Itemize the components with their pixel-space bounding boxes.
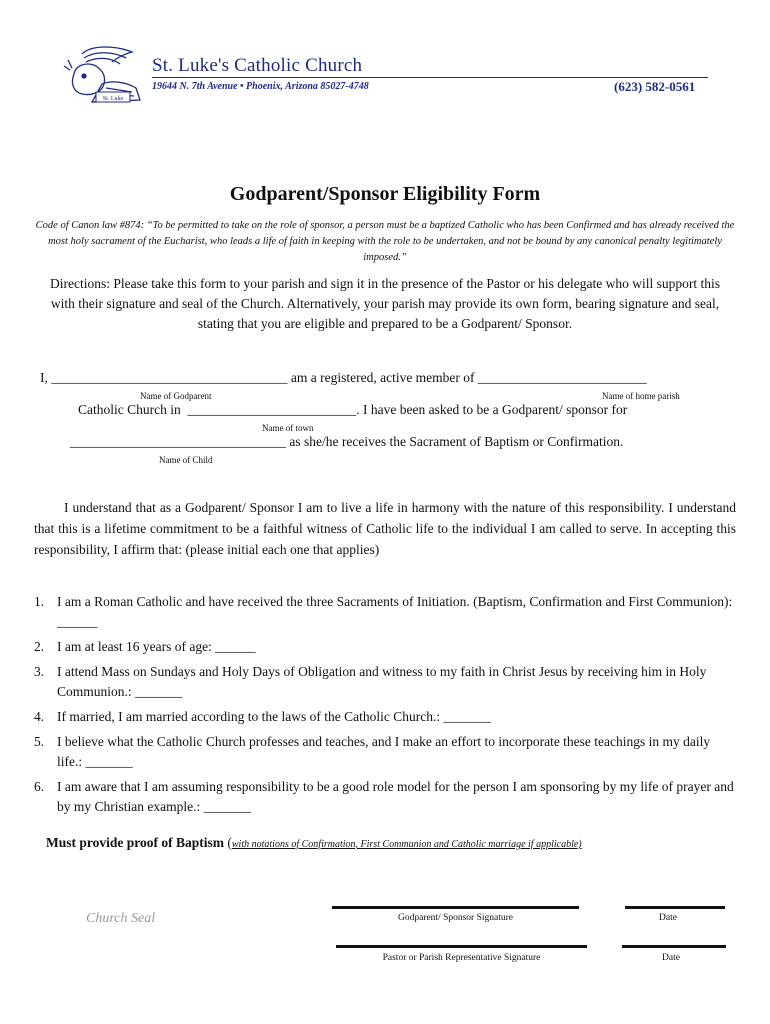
directions-text: Directions: Please take this form to your parish and sign it in the presence of the Pastor or his delegate who will support this with their signature and seal of the Church. Alternatively, your parish may provide its own form, bearing signature and seal, stating that you are eligible and prepared to be a Godparent/ Sponsor. (50, 276, 720, 331)
godparent-signature-label: Godparent/ Sponsor Signature (397, 913, 514, 923)
fill-line-1 (40, 370, 647, 386)
responsibility-statement: I understand that as a Godparent/ Sponsor I am to live a life in harmony with the nature of this responsibility. I understand that this is a lifetime commitment to be a faithful witness of Catholic life to the individual I am called to serve. In accepting this responsibility, I affirm that: (please initial each one that applies) (34, 500, 736, 557)
date-line-2[interactable] (622, 945, 726, 948)
pastor-signature-label: Pastor or Parish Representative Signature (382, 953, 541, 963)
affirmation-number: 4. (34, 709, 45, 724)
line2-prefix: Catholic Church in (78, 402, 181, 417)
affirmation-text: I am a Roman Catholic and have received the three Sacraments of Initiation. (Baptism, Confirmation and First Communion): ______ (57, 594, 733, 629)
godparent-signature-line[interactable] (332, 906, 579, 909)
label-child: Name of Child (159, 455, 213, 465)
home-parish-field[interactable]: _________________________ (477, 370, 647, 385)
affirmation-item (34, 662, 736, 702)
affirmation-text: I am aware that I am assuming responsibility to be a good role model for the person I am sponsoring by my life of prayer and by my Christian example.: _______ (57, 779, 734, 814)
proof-note: with notations of Confirmation, First Communion and Catholic marriage if applicable) (231, 839, 582, 850)
label-town: Name of town (262, 423, 314, 433)
letterhead-rule (152, 77, 708, 78)
winged-ox-logo-icon (62, 44, 150, 106)
affirmation-text: I attend Mass on Sundays and Holy Days of Obligation and witness to my faith in Christ Jesus by receiving him in Holy Communion.: _______ (57, 664, 707, 699)
affirmation-text: I believe what the Catholic Church professes and teaches, and I make an effort to incorporate these teachings in my daily life.: _______ (57, 734, 711, 769)
affirmation-number: 6. (34, 779, 45, 794)
godparent-name-field[interactable]: ___________________________________ (51, 370, 288, 385)
affirmation-item (34, 637, 736, 657)
label-godparent: Name of Godparent (140, 391, 212, 401)
church-address: 19644 N. 7th Avenue • Phoenix, Arizona 85027-4748 (152, 81, 369, 92)
line1-middle: am a registered, active member of (290, 370, 475, 385)
affirmation-number: 1. (34, 594, 45, 609)
date-line-1[interactable] (625, 906, 725, 909)
fill-line-2 (78, 402, 627, 418)
date-label-1: Date (659, 913, 677, 923)
affirmation-item (34, 777, 736, 817)
canon-law-quote: Code of Canon law #874: “To be permitted to take on the role of sponsor, a person must be a baptized Catholic who has been Confirmed and has already received the most holy sacrament of the Eucharist, who leads a life of faith in keeping with the role to be undertaken, and not be bound by any canonical penalty legitimately imposed.” (35, 220, 735, 263)
line1-prefix: I, (40, 370, 48, 385)
affirmation-item (34, 732, 736, 772)
affirmation-text: I am at least 16 years of age: ______ (57, 639, 256, 654)
church-seal-area: Church Seal (86, 911, 156, 926)
label-home-parish: Name of home parish (602, 391, 680, 401)
affirmation-item (34, 707, 736, 727)
child-name-field[interactable]: ________________________________ (70, 434, 286, 449)
affirmation-list (34, 592, 736, 822)
affirmation-number: 3. (34, 664, 45, 679)
affirmation-number: 2. (34, 639, 45, 654)
church-phone: (623) 582-0561 (614, 79, 696, 94)
proof-open-paren: ( (227, 835, 232, 850)
pastor-signature-line[interactable] (336, 945, 587, 948)
line2-suffix: . I have been asked to be a Godparent/ sponsor for (356, 402, 628, 417)
line3-suffix: as she/he receives the Sacrament of Baptism or Confirmation. (289, 434, 624, 449)
proof-bold: Must provide proof of Baptism (46, 835, 225, 850)
form-title: Godparent/Sponsor Eligibility Form (229, 183, 541, 205)
proof-of-baptism (46, 835, 582, 851)
fill-line-3 (70, 434, 623, 450)
affirmation-number: 5. (34, 734, 45, 749)
church-name: St. Luke's Catholic Church (152, 55, 363, 76)
affirmation-text: If married, I am married according to the laws of the Catholic Church.: _______ (57, 709, 491, 724)
affirmation-item (34, 592, 736, 632)
date-label-2: Date (662, 953, 680, 963)
logo-text: St. Luke (102, 96, 124, 102)
town-field[interactable]: _________________________ (187, 402, 357, 417)
